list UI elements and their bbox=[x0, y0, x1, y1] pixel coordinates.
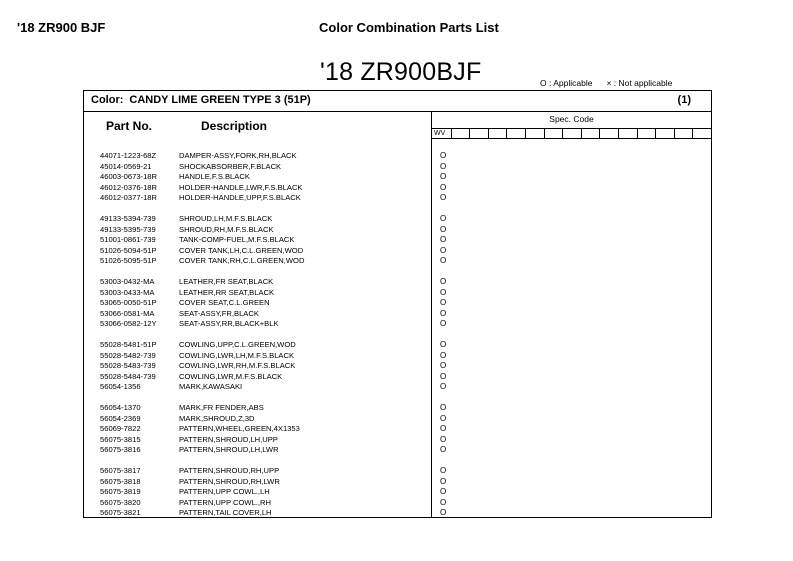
parts-group bbox=[84, 277, 711, 330]
part-number: 56075-3819 bbox=[100, 487, 141, 496]
part-description: MARK,FR FENDER,ABS bbox=[179, 403, 264, 412]
spec-code-cell bbox=[618, 129, 637, 138]
part-description: MARK,KAWASAKI bbox=[179, 382, 243, 391]
spec-code-cell bbox=[674, 129, 693, 138]
table-row bbox=[84, 288, 711, 299]
applicable-mark: O bbox=[440, 161, 447, 171]
applicable-mark: O bbox=[440, 287, 447, 297]
table-row bbox=[84, 183, 711, 194]
spec-code-cell: WV bbox=[434, 130, 446, 137]
parts-groups bbox=[84, 151, 711, 529]
part-description: SEAT-ASSY,RR,BLACK+BLK bbox=[179, 319, 279, 328]
table-row bbox=[84, 277, 711, 288]
part-description: PATTERN,SHROUD,RH,LWR bbox=[179, 476, 280, 486]
table-row bbox=[84, 309, 711, 320]
table-row bbox=[84, 151, 711, 162]
part-description: SHOCKABSORBER,F.BLACK bbox=[179, 161, 282, 171]
applicable-mark: O bbox=[440, 476, 447, 486]
applicable-mark: O bbox=[440, 508, 447, 517]
spec-code-cells bbox=[432, 129, 711, 138]
applicable-mark: O bbox=[440, 371, 447, 381]
header-model-code: '18 ZR900 BJF bbox=[17, 20, 106, 35]
part-number: 44071-1223-68Z bbox=[100, 151, 157, 160]
part-number: 56075-3818 bbox=[100, 476, 141, 486]
part-description: LEATHER,FR SEAT,BLACK bbox=[179, 277, 274, 286]
part-description: HOLDER-HANDLE,LWR,F.S.BLACK bbox=[179, 182, 303, 192]
part-description: PATTERN,TAIL COVER,LH bbox=[179, 508, 272, 517]
part-description: PATTERN,SHROUD,LH,LWR bbox=[179, 445, 279, 454]
part-description: COVER TANK,LH,C.L.GREEN,WOD bbox=[179, 245, 304, 255]
color-label bbox=[91, 94, 311, 106]
model-big-title: '18 ZR900BJF bbox=[320, 58, 482, 86]
part-description: COWLING,LWR,LH,M.F.S.BLACK bbox=[179, 350, 295, 360]
applicable-mark: O bbox=[440, 256, 447, 265]
table-row bbox=[84, 382, 711, 393]
part-description: PATTERN,WHEEL,GREEN,4X1353 bbox=[179, 424, 300, 433]
part-number: 53003-0433-MA bbox=[100, 287, 155, 297]
part-number: 49133-5395-739 bbox=[100, 224, 156, 234]
applicable-mark: O bbox=[440, 361, 447, 370]
parts-table bbox=[83, 90, 712, 518]
spec-code-cell bbox=[469, 129, 488, 138]
part-description: SHROUD,RH,M.F.S.BLACK bbox=[179, 224, 274, 234]
applicable-mark: O bbox=[440, 445, 447, 454]
spec-code-cell bbox=[599, 129, 618, 138]
header-doc-title: Color Combination Parts List bbox=[319, 20, 499, 35]
parts-group bbox=[84, 214, 711, 267]
spec-code-title: Spec. Code bbox=[549, 114, 594, 124]
applicable-mark: O bbox=[440, 151, 447, 160]
part-number: 51026-5095-51P bbox=[100, 256, 157, 265]
color-row bbox=[84, 91, 711, 112]
table-row bbox=[84, 193, 711, 204]
table-row bbox=[84, 225, 711, 236]
color-label-key: Color: bbox=[91, 94, 124, 106]
table-row bbox=[84, 424, 711, 435]
spec-code-cell bbox=[562, 129, 581, 138]
parts-group bbox=[84, 151, 711, 204]
table-row bbox=[84, 340, 711, 351]
part-description: TANK-COMP-FUEL,M.F.S.BLACK bbox=[179, 235, 295, 244]
spec-bottom-line bbox=[432, 138, 711, 139]
parts-group bbox=[84, 403, 711, 456]
part-number: 56054-1370 bbox=[100, 403, 141, 412]
spec-code-cell bbox=[637, 129, 656, 138]
applicable-mark: O bbox=[440, 382, 447, 391]
table-row bbox=[84, 487, 711, 498]
part-number: 55028-5484-739 bbox=[100, 371, 156, 381]
applicable-mark: O bbox=[440, 193, 447, 202]
applicable-mark: O bbox=[440, 434, 447, 444]
part-number: 56075-3816 bbox=[100, 445, 141, 454]
legend bbox=[540, 78, 672, 88]
part-number: 53066-0581-MA bbox=[100, 308, 155, 318]
applicable-mark: O bbox=[440, 487, 447, 496]
applicable-mark: O bbox=[440, 424, 447, 433]
applicable-mark: O bbox=[440, 497, 447, 507]
table-row bbox=[84, 172, 711, 183]
spec-code-cell bbox=[581, 129, 600, 138]
part-number: 53065-0050-51P bbox=[100, 298, 157, 307]
applicable-mark: O bbox=[440, 340, 447, 349]
spec-code-cell bbox=[655, 129, 674, 138]
part-description: PATTERN,SHROUD,RH,UPP bbox=[179, 466, 280, 475]
spec-code-header bbox=[432, 111, 711, 139]
part-description: PATTERN,UPP COWL.,RH bbox=[179, 497, 271, 507]
part-number: 55028-5481-51P bbox=[100, 340, 157, 349]
applicable-mark: O bbox=[440, 214, 447, 223]
part-number: 56075-3815 bbox=[100, 434, 141, 444]
table-row bbox=[84, 351, 711, 362]
part-description: MARK,SHROUD,Z,3D bbox=[179, 413, 255, 423]
table-row bbox=[84, 498, 711, 509]
part-number: 56054-2369 bbox=[100, 413, 141, 423]
table-row bbox=[84, 214, 711, 225]
applicable-mark: O bbox=[440, 308, 447, 318]
part-description: SHROUD,LH,M.F.S.BLACK bbox=[179, 214, 273, 223]
part-description: DAMPER-ASSY,FORK,RH,BLACK bbox=[179, 151, 297, 160]
spec-code-cell bbox=[525, 129, 544, 138]
applicable-mark: O bbox=[440, 350, 447, 360]
legend-applicable: O : Applicable bbox=[540, 78, 593, 88]
part-number: 49133-5394-739 bbox=[100, 214, 156, 223]
part-number: 53003-0432-MA bbox=[100, 277, 155, 286]
part-description: PATTERN,UPP COWL.,LH bbox=[179, 487, 270, 496]
part-number: 55028-5483-739 bbox=[100, 361, 156, 370]
parts-group bbox=[84, 340, 711, 393]
spec-code-cell bbox=[488, 129, 507, 138]
part-description: HANDLE,F.S.BLACK bbox=[179, 172, 250, 181]
table-row bbox=[84, 445, 711, 456]
part-number: 46012-0376-18R bbox=[100, 182, 157, 192]
applicable-mark: O bbox=[440, 298, 447, 307]
part-description: SEAT-ASSY,FR,BLACK bbox=[179, 308, 259, 318]
spec-code-cell bbox=[692, 129, 711, 138]
color-label-value: CANDY LIME GREEN TYPE 3 (51P) bbox=[129, 94, 311, 106]
applicable-mark: O bbox=[440, 235, 447, 244]
table-row bbox=[84, 235, 711, 246]
part-description: LEATHER,RR SEAT,BLACK bbox=[179, 287, 275, 297]
legend-not-applicable: × : Not applicable bbox=[606, 78, 673, 88]
part-number: 51026-5094-51P bbox=[100, 245, 157, 255]
table-row bbox=[84, 403, 711, 414]
part-description: COVER TANK,RH,C.L.GREEN,WOD bbox=[179, 256, 305, 265]
part-number: 56075-3821 bbox=[100, 508, 141, 517]
part-description: HOLDER-HANDLE,UPP,F.S.BLACK bbox=[179, 193, 301, 202]
table-row bbox=[84, 477, 711, 488]
table-row bbox=[84, 361, 711, 372]
table-row bbox=[84, 246, 711, 257]
part-number: 56069-7822 bbox=[100, 424, 141, 433]
applicable-mark: O bbox=[440, 172, 447, 181]
part-description: COVER SEAT,C.L.GREEN bbox=[179, 298, 270, 307]
page-number: (1) bbox=[677, 94, 691, 106]
spec-code-cell bbox=[451, 129, 470, 138]
part-number: 51001-0861-739 bbox=[100, 235, 156, 244]
table-row bbox=[84, 466, 711, 477]
applicable-mark: O bbox=[440, 319, 447, 328]
part-number: 53066-0582-12Y bbox=[100, 319, 157, 328]
spec-code-cell bbox=[544, 129, 563, 138]
applicable-mark: O bbox=[440, 403, 447, 412]
part-number: 56075-3820 bbox=[100, 497, 141, 507]
table-row bbox=[84, 319, 711, 330]
table-row bbox=[84, 298, 711, 309]
column-header-description: Description bbox=[201, 119, 268, 133]
table-row bbox=[84, 372, 711, 383]
column-header-part-no: Part No. bbox=[106, 119, 153, 133]
part-description: COWLING,LWR,RH,M.F.S.BLACK bbox=[179, 361, 296, 370]
parts-group bbox=[84, 466, 711, 519]
part-number: 45014-0569-21 bbox=[100, 161, 152, 171]
part-number: 46012-0377-18R bbox=[100, 193, 157, 202]
part-number: 56054-1356 bbox=[100, 382, 141, 391]
applicable-mark: O bbox=[440, 466, 447, 475]
part-description: PATTERN,SHROUD,LH,UPP bbox=[179, 434, 278, 444]
table-row bbox=[84, 508, 711, 519]
applicable-mark: O bbox=[440, 413, 447, 423]
table-row bbox=[84, 435, 711, 446]
applicable-mark: O bbox=[440, 245, 447, 255]
applicable-mark: O bbox=[440, 277, 447, 286]
part-number: 56075-3817 bbox=[100, 466, 141, 475]
part-number: 46003-0673-18R bbox=[100, 172, 157, 181]
applicable-mark: O bbox=[440, 182, 447, 192]
table-row bbox=[84, 256, 711, 267]
table-row bbox=[84, 414, 711, 425]
table-row bbox=[84, 162, 711, 173]
part-description: COWLING,UPP,C.L.GREEN,WOD bbox=[179, 340, 296, 349]
part-description: COWLING,LWR,M.F.S.BLACK bbox=[179, 371, 283, 381]
part-number: 55028-5482-739 bbox=[100, 350, 156, 360]
applicable-mark: O bbox=[440, 224, 447, 234]
spec-code-cell bbox=[506, 129, 525, 138]
